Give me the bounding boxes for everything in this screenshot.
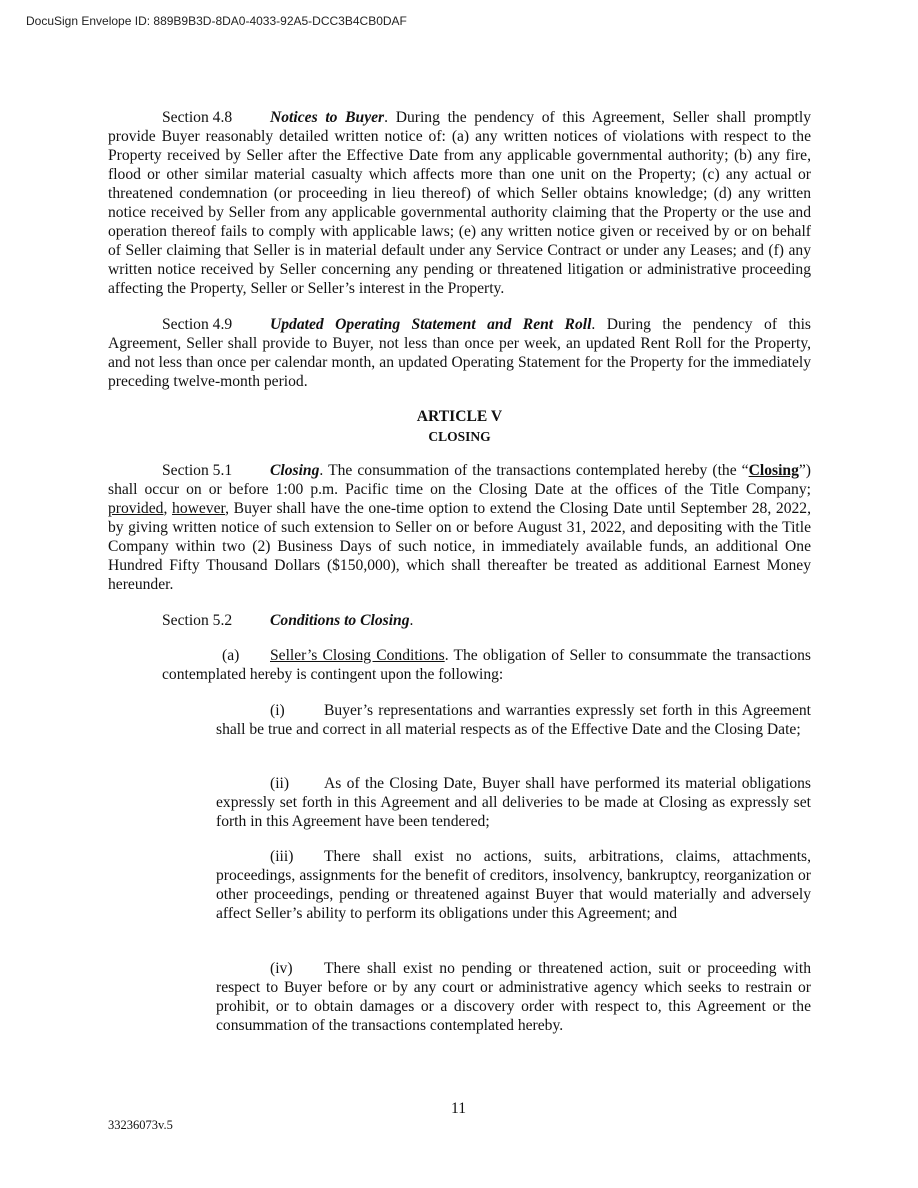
section-5-2 (108, 611, 811, 630)
provided-term: provided (108, 500, 164, 517)
article-subtitle: CLOSING (428, 429, 491, 444)
condition-item (216, 847, 811, 923)
section-text: . The consummation of the transactions contemplated hereby (the “ (319, 462, 749, 479)
condition-item (216, 701, 811, 739)
section-text: ”) shall occur on or before 1:00 p.m. Pacific time on the Closing Date at the offices of the Title Company; (108, 462, 811, 498)
item-text: There shall exist no actions, suits, arbitrations, claims, attachments, proceedings, assignments for the benefit of creditors, insolvency, bankruptcy, reorganization or other proceedings, pending or threatened against Buyer that would materially and adversely affect Seller’s ability to perform its obligations under this Agreement; and (216, 848, 811, 922)
subsection-heading: Seller’s Closing Conditions (270, 647, 445, 664)
item-text: As of the Closing Date, Buyer shall have performed its material obligations expressly set forth in this Agreement and all deliveries to be made at Closing as expressly set forth in this Agreement have been tendered; (216, 775, 811, 830)
section-text: , (163, 500, 173, 517)
however-term: however (172, 500, 226, 517)
item-label: (ii) (270, 775, 290, 792)
condition-item (216, 959, 811, 1035)
section-label: Section 5.2 (162, 612, 233, 629)
section-text: . During the pendency of this Agreement, Seller shall provide to Buyer, not less than once per week, an updated Rent Roll for the Property, and not less than once per calendar month, an updated Operating Statement for the Property for the immediately preceding twelve-month period. (108, 316, 811, 390)
section-heading: Closing (270, 462, 320, 479)
item-label: (i) (270, 702, 285, 719)
item-text: Buyer’s representations and warranties expressly set forth in this Agreement shall be true and correct in all material respects as of the Effective Date and the Closing Date; (216, 702, 811, 738)
item-label: (iii) (270, 848, 294, 865)
section-label: Section 4.9 (162, 316, 233, 333)
document-id: 33236073v.5 (108, 1118, 173, 1132)
section-text: . (409, 612, 414, 629)
section-heading: Conditions to Closing (270, 612, 410, 629)
section-4-8 (108, 108, 811, 298)
subsection-text: . The obligation of Seller to consummate the transactions contemplated hereby is contingent upon the following: (162, 647, 811, 683)
item-text: There shall exist no pending or threatened action, suit or proceeding with respect to Buyer before or by any court or administrative agency which seeks to restrain or prohibit, or to obtain damages or a discovery order with respect to, this Agreement or the consummation of the transactions contemplated hereby. (216, 960, 811, 1034)
section-heading: Notices to Buyer (270, 109, 385, 126)
section-5-1 (108, 461, 811, 594)
section-label: Section 4.8 (162, 109, 233, 126)
section-label: Section 5.1 (162, 462, 233, 479)
section-text: , Buyer shall have the one-time option to extend the Closing Date until September 28, 2022, by giving written notice of such extension to Seller on or before August 31, 2022, and depositing with the Title Company within two (2) Business Days of such notice, in immediately available funds, an additional One Hundred Fifty Thousand Dollars ($150,000), which shall thereafter be treated as additional Earnest Money hereunder. (108, 500, 811, 593)
envelope-id: DocuSign Envelope ID: 889B9B3D-8DA0-4033-92A5-DCC3B4CB0DAF (26, 14, 407, 28)
section-heading: Updated Operating Statement and Rent Roll (270, 316, 592, 333)
condition-item (216, 774, 811, 831)
section-4-9 (108, 315, 811, 391)
defined-term: Closing (748, 462, 799, 479)
article-title: ARTICLE V (416, 408, 503, 425)
page-number: 11 (451, 1100, 467, 1117)
subsection-a (162, 646, 811, 684)
section-text: . During the pendency of this Agreement, Seller shall promptly provide Buyer reasonably detailed written notice of: (a) any written notices of violations with respect to the Property received by Seller after the Effective Date from any applicable governmental authority; (b) any fire, flood or other similar material casualty which affects more than one unit on the Property; (c) any actual or threatened condemnation (or proceeding in lieu thereof) of which Seller obtains knowledge; (d) any written notice received by Seller from any applicable governmental authority claiming that the Property or the use and operation thereof fails to comply with applicable laws; (e) any written notice given or received by or on behalf of Seller claiming that Seller is in material default under any Service Contract or under any Leases; and (f) any written notice received by Seller concerning any pending or threatened litigation or administrative proceeding affecting the Property, Seller or Seller’s interest in the Property. (108, 109, 811, 297)
subsection-label: (a) (222, 647, 240, 664)
item-label: (iv) (270, 960, 293, 977)
